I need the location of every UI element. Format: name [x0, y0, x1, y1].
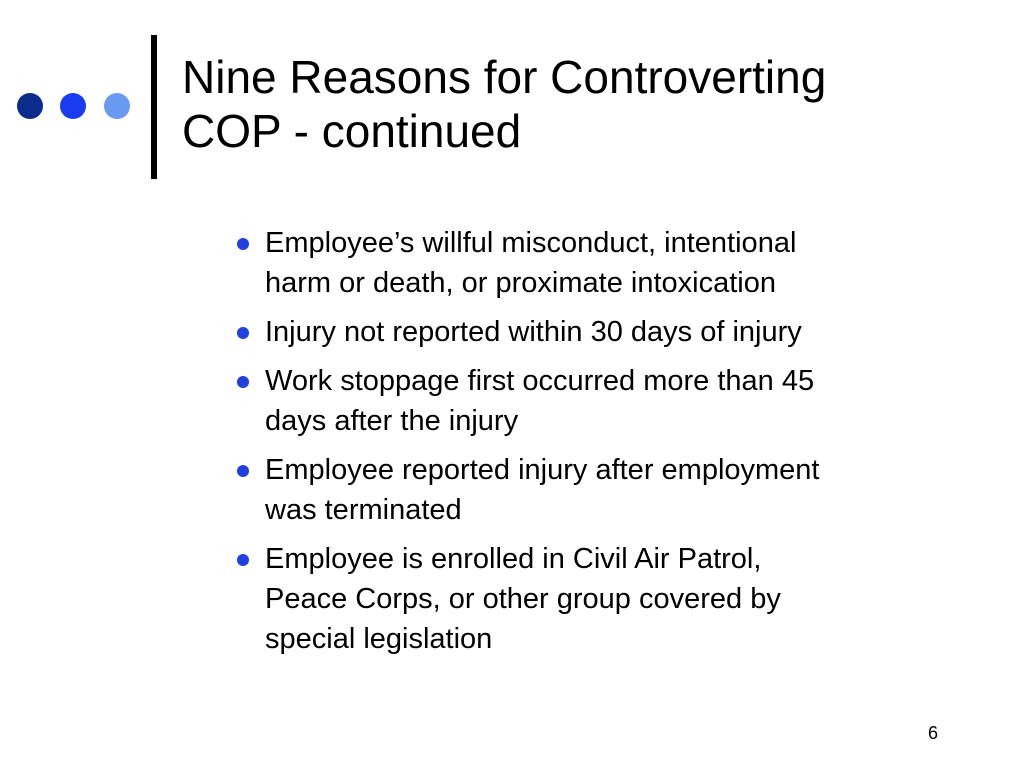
slide-title: [182, 50, 982, 158]
bullet-item: [236, 450, 956, 530]
title-divider: [151, 35, 157, 179]
bullet-text-line: was terminated: [265, 494, 462, 526]
dot-icon: [60, 93, 86, 119]
bullet-dot-icon: [237, 465, 249, 477]
bullet-list: [236, 223, 956, 668]
bullet-text-line: Work stoppage first occurred more than 45: [265, 365, 815, 397]
bullet-text-line: Peace Corps, or other group covered by: [265, 583, 781, 615]
title-line: COP - continued: [182, 105, 522, 157]
bullet-dot-icon: [237, 554, 249, 566]
bullet-dot-icon: [237, 238, 249, 250]
decorative-dots: [0, 0, 140, 200]
bullet-item: [236, 223, 956, 303]
bullet-text-line: Employee’s willful misconduct, intentional: [265, 227, 797, 259]
bullet-dot-icon: [237, 376, 249, 388]
bullet-item: [236, 312, 956, 352]
bullet-text-line: days after the injury: [265, 405, 519, 437]
title-line: Nine Reasons for Controverting: [182, 51, 827, 103]
bullet-item: [236, 539, 956, 659]
dot-icon: [104, 93, 130, 119]
bullet-text-line: Employee reported injury after employment: [265, 454, 820, 486]
page-number: 6: [927, 723, 938, 743]
bullet-item: [236, 361, 956, 441]
bullet-text-line: special legislation: [265, 623, 493, 655]
bullet-text-line: Injury not reported within 30 days of injury: [265, 316, 802, 348]
bullet-dot-icon: [237, 327, 249, 339]
bullet-text-line: harm or death, or proximate intoxication: [265, 267, 776, 299]
dot-icon: [17, 93, 43, 119]
bullet-text-line: Employee is enrolled in Civil Air Patrol,: [265, 543, 762, 575]
